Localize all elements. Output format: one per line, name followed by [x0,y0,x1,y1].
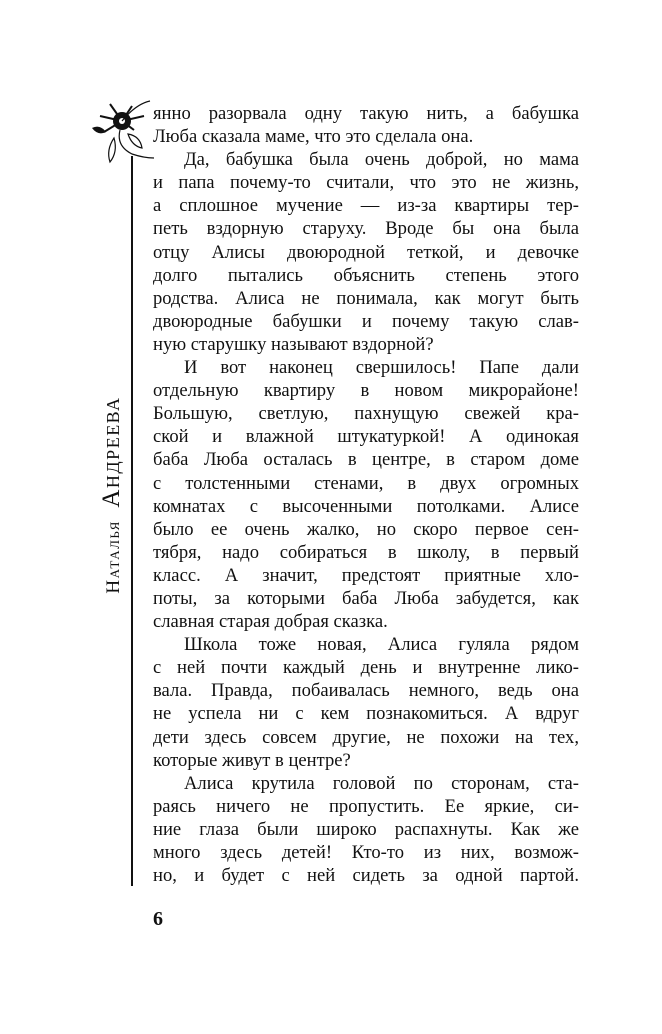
author-last-name: Андреева [98,396,125,508]
text-line: комнатах с высоченными потолками. Алисе [153,495,579,517]
text-line: ную старушку называют вздорной? [153,333,434,355]
text-line: славная старая добрая сказка. [153,611,388,633]
body-text [153,102,579,887]
text-line: ской и влажной штукатуркой! А одинокая [153,426,579,448]
text-line: петь вздорную старуху. Вроде бы она была [153,218,579,240]
flower-ornament-icon [92,96,154,164]
text-line: долго пытались объяснить степень этого [153,264,579,286]
author-first-name: Наталья [103,520,124,594]
text-line: но, и будет с ней сидеть за одной партой. [153,865,579,887]
text-line: дети здесь совсем другие, не похожи на тех, [153,726,579,748]
text-line: и папа почему-то считали, что это не жизнь, [153,172,579,194]
text-line: двоюродные бабушки и почему такую слав- [153,310,579,332]
text-line: поты, за которыми баба Люба забудется, как [153,587,579,609]
text-line: класс. А значит, предстоят приятные хло- [153,564,579,586]
text-line: отцу Алисы двоюродной теткой, и девочке [153,241,579,263]
text-line: было ее очень жалко, но скоро первое сен- [153,518,579,540]
text-line: которые живут в центре? [153,749,351,771]
text-line: янно разорвала одну такую нить, а бабушка [153,103,579,124]
running-head-author [98,396,126,593]
text-line: ние глаза были широко распахнуты. Как же [153,818,579,840]
text-line: Школа тоже новая, Алиса гуляла рядом [184,634,579,656]
text-line: с ней почти каждый день и внутренне лико- [153,657,579,679]
page-number: 6 [153,908,163,930]
text-line: отдельную квартиру в новом микрорайоне! [153,380,579,402]
text-line: Люба сказала маме, что это сделала она. [153,126,474,148]
text-line: родства. Алиса не понимала, как могут быть [153,287,579,309]
margin-rule [131,156,133,886]
text-line: а сплошное мучение — из-за квартиры тер- [153,195,579,217]
text-line: И вот наконец свершилось! Папе дали [184,357,579,379]
text-line: Большую, светлую, пахнущую свежей кра- [153,403,579,425]
text-line: раясь ничего не пропустить. Ее яркие, си- [153,795,579,817]
text-line: не успела ни с кем познакомиться. А вдруг [153,703,579,725]
text-line: много здесь детей! Кто-то из них, возмож- [153,842,579,863]
text-line: тября, надо собираться в школу, в первый [153,541,579,563]
text-line: Алиса крутила головой по сторонам, ста- [184,772,579,794]
text-line: вала. Правда, побаивалась немного, ведь она [153,680,579,702]
text-line: баба Люба осталась в центре, в старом доме [153,449,579,471]
text-line: Да, бабушка была очень доброй, но мама [184,149,579,171]
text-line: с толстенными стенами, в двух огромных [153,472,579,494]
